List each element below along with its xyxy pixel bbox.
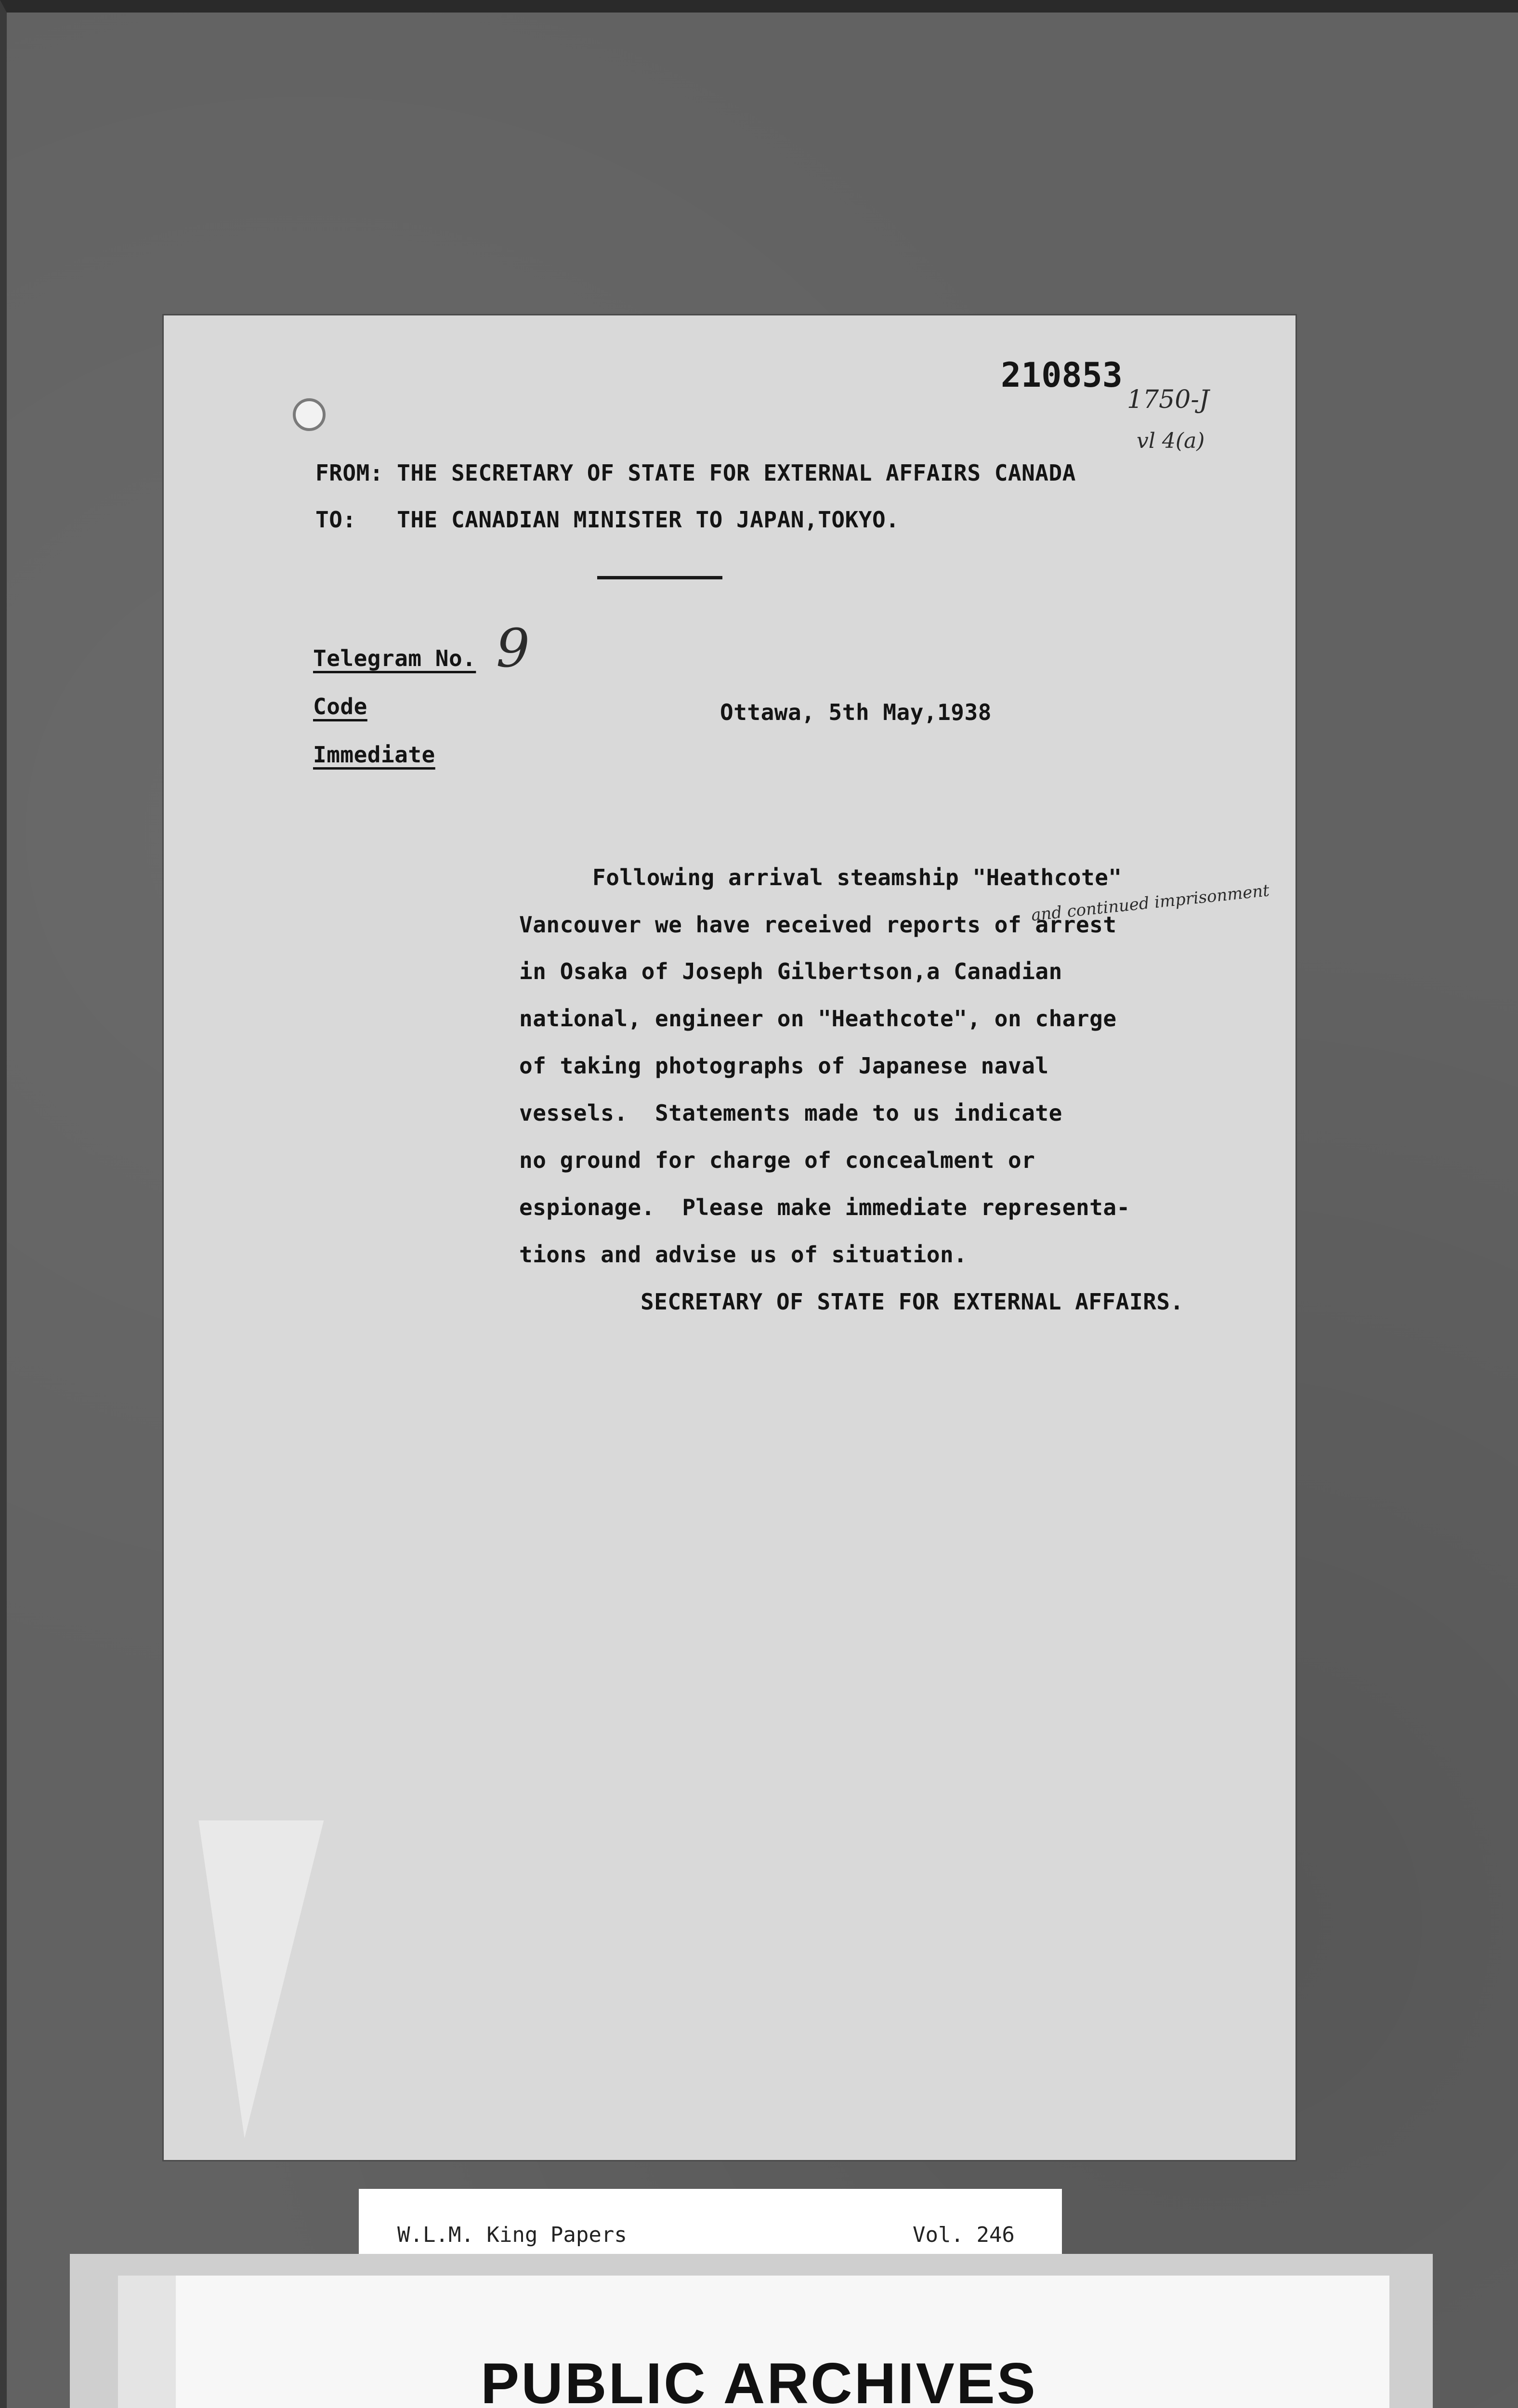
code-label: Code bbox=[313, 694, 367, 720]
body-line: Following arrival steamship "Heathcote" bbox=[592, 864, 1122, 890]
header-rule bbox=[597, 576, 722, 579]
collection-name: W.L.M. King Papers bbox=[397, 2223, 627, 2247]
body-line: in Osaka of Joseph Gilbertson,a Canadian bbox=[519, 958, 1062, 984]
telegram-number: 9 bbox=[496, 617, 530, 679]
document-number: 210853 bbox=[1001, 355, 1123, 395]
body-line: vessels. Statements made to us indicate bbox=[519, 1100, 1062, 1126]
body-line: national, engineer on "Heathcote", on charge bbox=[519, 1006, 1117, 1032]
handwritten-insert: and continued imprisonment bbox=[1030, 881, 1270, 925]
signature-line: SECRETARY OF STATE FOR EXTERNAL AFFAIRS. bbox=[641, 1289, 1184, 1315]
file-mark-1: 1750-J bbox=[1127, 385, 1209, 414]
file-mark-2: vl 4(a) bbox=[1137, 429, 1205, 453]
telegram-label: Telegram No. bbox=[313, 645, 476, 671]
telegram-sheet bbox=[164, 315, 1296, 2160]
place-date: Ottawa, 5th May,1938 bbox=[720, 699, 992, 725]
volume-number: Vol. 246 bbox=[913, 2223, 1015, 2247]
to-line: TO: THE CANADIAN MINISTER TO JAPAN,TOKYO. bbox=[315, 507, 900, 533]
from-line: FROM: THE SECRETARY OF STATE FOR EXTERNAL AFFAIRS CANADA bbox=[315, 460, 1076, 486]
immediate-label: Immediate bbox=[313, 742, 435, 768]
body-line: espionage. Please make immediate representa- bbox=[519, 1194, 1130, 1220]
body-line: of taking photographs of Japanese naval bbox=[519, 1053, 1049, 1079]
punch-hole bbox=[293, 398, 326, 431]
body-line: Vancouver we have received reports of arrest bbox=[519, 912, 1117, 938]
body-line: tions and advise us of situation. bbox=[519, 1242, 968, 1268]
archive-label-line1: PUBLIC ARCHIVES bbox=[481, 2351, 1037, 2408]
body-line: no ground for charge of concealment or bbox=[519, 1147, 1035, 1173]
